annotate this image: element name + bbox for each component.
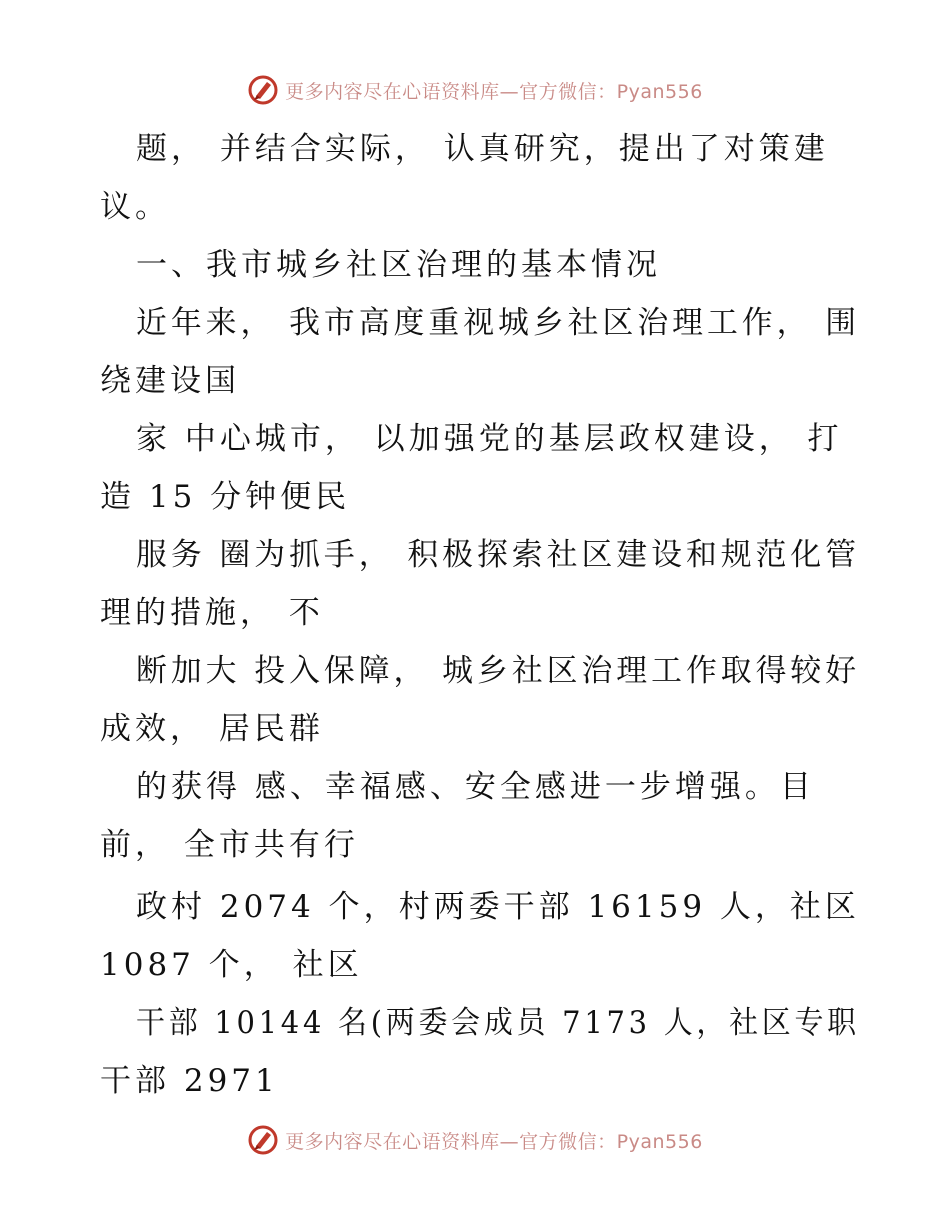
text-line: 1087 个， 社区 bbox=[100, 947, 363, 983]
text-line: 前， 全市共有行 bbox=[100, 827, 359, 863]
text-line: 题， 并结合实际， 认真研究，提出了对策建 bbox=[136, 131, 829, 167]
text-line: 干部 2971 bbox=[100, 1063, 279, 1099]
watermark-text: 更多内容尽在心语资料库—官方微信：Pyan556 bbox=[285, 80, 703, 103]
text-line: 的获得 感、幸福感、安全感进一步增强。目 bbox=[136, 769, 815, 805]
text-line: 断加大 投入保障， 城乡社区治理工作取得较好 bbox=[136, 653, 861, 689]
text-line: 绕建设国 bbox=[100, 363, 240, 399]
text-line: 政村 2074 个，村两委干部 16159 人，社区 bbox=[136, 889, 860, 925]
text-line: 造 15 分钟便民 bbox=[100, 479, 351, 515]
text-line: 理的措施， 不 bbox=[100, 595, 324, 631]
text-line: 家 中心城市， 以加强党的基层政权建设， 打 bbox=[136, 421, 843, 457]
section-heading: 一、我市城乡社区治理的基本情况 bbox=[136, 247, 661, 283]
text-line: 议。 bbox=[100, 189, 170, 225]
brand-logo-icon bbox=[247, 74, 279, 106]
brand-logo-icon bbox=[247, 1124, 279, 1156]
header-watermark bbox=[0, 70, 950, 110]
footer-watermark bbox=[0, 1120, 950, 1160]
text-line: 干部 10144 名(两委会成员 7173 人，社区专职 bbox=[136, 1005, 860, 1041]
text-line: 近年来， 我市高度重视城乡社区治理工作， 围 bbox=[136, 305, 861, 341]
text-line: 成效， 居民群 bbox=[100, 711, 324, 747]
text-line: 服务 圈为抓手， 积极探索社区建设和规范化管 bbox=[136, 537, 861, 573]
watermark-text: 更多内容尽在心语资料库—官方微信：Pyan556 bbox=[285, 1130, 703, 1153]
